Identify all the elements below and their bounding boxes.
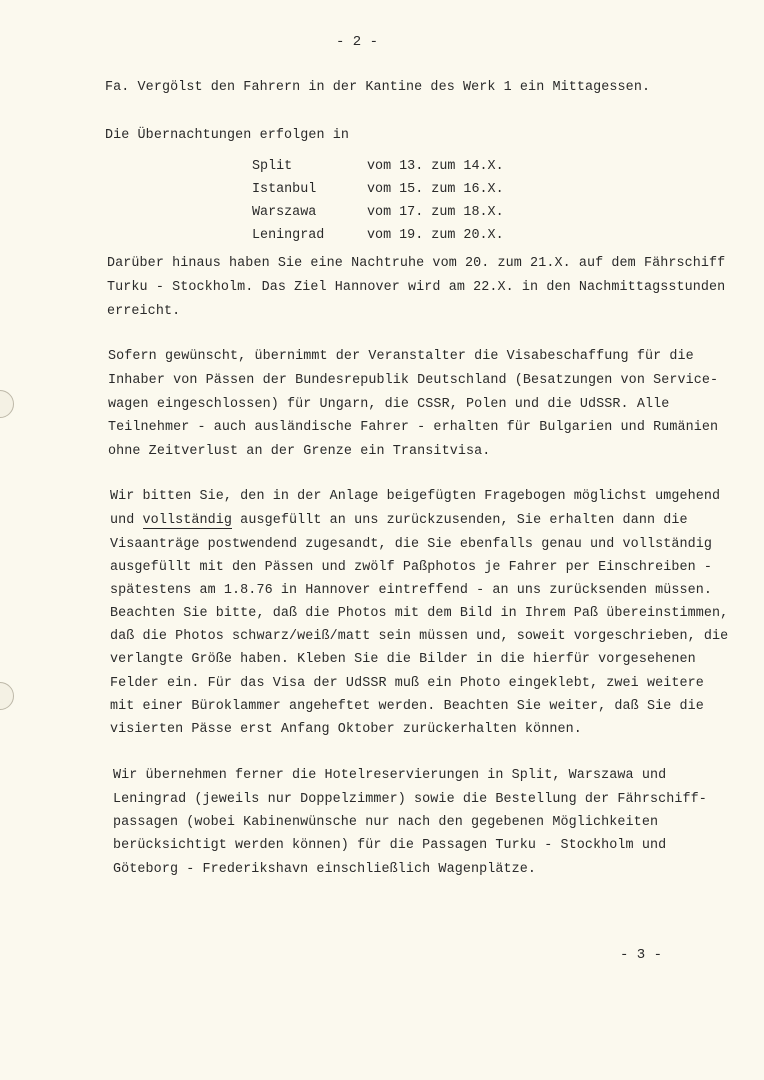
dates-cell: vom 19. zum 20.X. bbox=[367, 228, 504, 243]
paragraph-line: Inhaber von Pässen der Bundesrepublik Deutschland (Besatzungen von Service- bbox=[108, 373, 719, 388]
paragraph-line: erreicht. bbox=[107, 304, 181, 319]
city-cell: Leningrad bbox=[252, 228, 325, 243]
paragraph-line: verlangte Größe haben. Kleben Sie die Bilder in die hierfür vorgesehenen bbox=[110, 652, 696, 667]
paragraph-line: Wir bitten Sie, den in der Anlage beigefügten Fragebogen möglichst umgehend bbox=[110, 489, 721, 504]
paragraph-line: Visaanträge postwendend zugesandt, die Sie ebenfalls genau und vollständig bbox=[110, 537, 713, 552]
paragraph-line: spätestens am 1.8.76 in Hannover eintreffend - an uns zurücksenden müssen. bbox=[110, 583, 713, 598]
underlined-word: vollständig bbox=[142, 513, 233, 528]
page-number-top: - 2 - bbox=[336, 34, 379, 50]
paragraph-line: wagen eingeschlossen) für Ungarn, die CSSR, Polen und die UdSSR. Alle bbox=[108, 397, 670, 412]
paragraph-line: Fa. Vergölst den Fahrern in der Kantine des Werk 1 ein Mittagessen. bbox=[105, 80, 651, 95]
paragraph-line: ausgefüllt mit den Pässen und zwölf Paßphotos je Fahrer per Einschreiben - bbox=[110, 560, 713, 575]
page-number-bottom: - 3 - bbox=[620, 947, 663, 963]
paragraph-line: Sofern gewünscht, übernimmt der Veranstalter die Visabeschaffung für die bbox=[108, 349, 694, 364]
city-cell: Istanbul bbox=[252, 182, 317, 197]
text-segment: und bbox=[110, 513, 143, 528]
punch-hole bbox=[0, 682, 14, 710]
paragraph-line: Teilnehmer - auch ausländische Fahrer - erhalten für Bulgarien und Rumänien bbox=[108, 420, 719, 435]
paragraph-line: passagen (wobei Kabinenwünsche nur nach den gegebenen Möglichkeiten bbox=[113, 815, 659, 830]
paragraph-line: visierten Pässe erst Anfang Oktober zurückerhalten können. bbox=[110, 722, 582, 737]
paragraph-line: Turku - Stockholm. Das Ziel Hannover wird am 22.X. in den Nachmittagsstunden bbox=[107, 280, 726, 295]
paragraph-line: mit einer Büroklammer angeheftet werden. Beachten Sie weiter, daß Sie die bbox=[110, 699, 704, 714]
paragraph-line: Göteborg - Frederikshavn einschließlich Wagenplätze. bbox=[113, 862, 537, 877]
paragraph-line: Darüber hinaus haben Sie eine Nachtruhe vom 20. zum 21.X. auf dem Fährschiff bbox=[107, 256, 726, 271]
punch-hole bbox=[0, 390, 14, 418]
dates-cell: vom 17. zum 18.X. bbox=[367, 205, 504, 220]
dates-cell: vom 13. zum 14.X. bbox=[367, 159, 504, 174]
paragraph-line: berücksichtigt werden können) für die Passagen Turku - Stockholm und bbox=[113, 838, 667, 853]
paragraph-line: daß die Photos schwarz/weiß/matt sein müssen und, soweit vorgeschrieben, die bbox=[110, 629, 729, 644]
paragraph-line bbox=[110, 513, 688, 528]
paragraph-line: Wir übernehmen ferner die Hotelreservierungen in Split, Warszawa und bbox=[113, 768, 667, 783]
paragraph-line: ohne Zeitverlust an der Grenze ein Transitvisa. bbox=[108, 444, 491, 459]
text-segment: ausgefüllt an uns zurückzusenden, Sie erhalten dann die bbox=[232, 513, 688, 528]
paragraph-line: Beachten Sie bitte, daß die Photos mit dem Bild in Ihrem Paß übereinstimmen, bbox=[110, 606, 729, 621]
city-cell: Warszawa bbox=[252, 205, 317, 220]
city-cell: Split bbox=[252, 159, 293, 174]
overnights-intro: Die Übernachtungen erfolgen in bbox=[105, 128, 350, 143]
dates-cell: vom 15. zum 16.X. bbox=[367, 182, 504, 197]
paragraph-line: Felder ein. Für das Visa der UdSSR muß ein Photo eingeklebt, zwei weitere bbox=[110, 676, 704, 691]
paragraph-line: Leningrad (jeweils nur Doppelzimmer) sowie die Bestellung der Fährschiff- bbox=[113, 792, 707, 807]
